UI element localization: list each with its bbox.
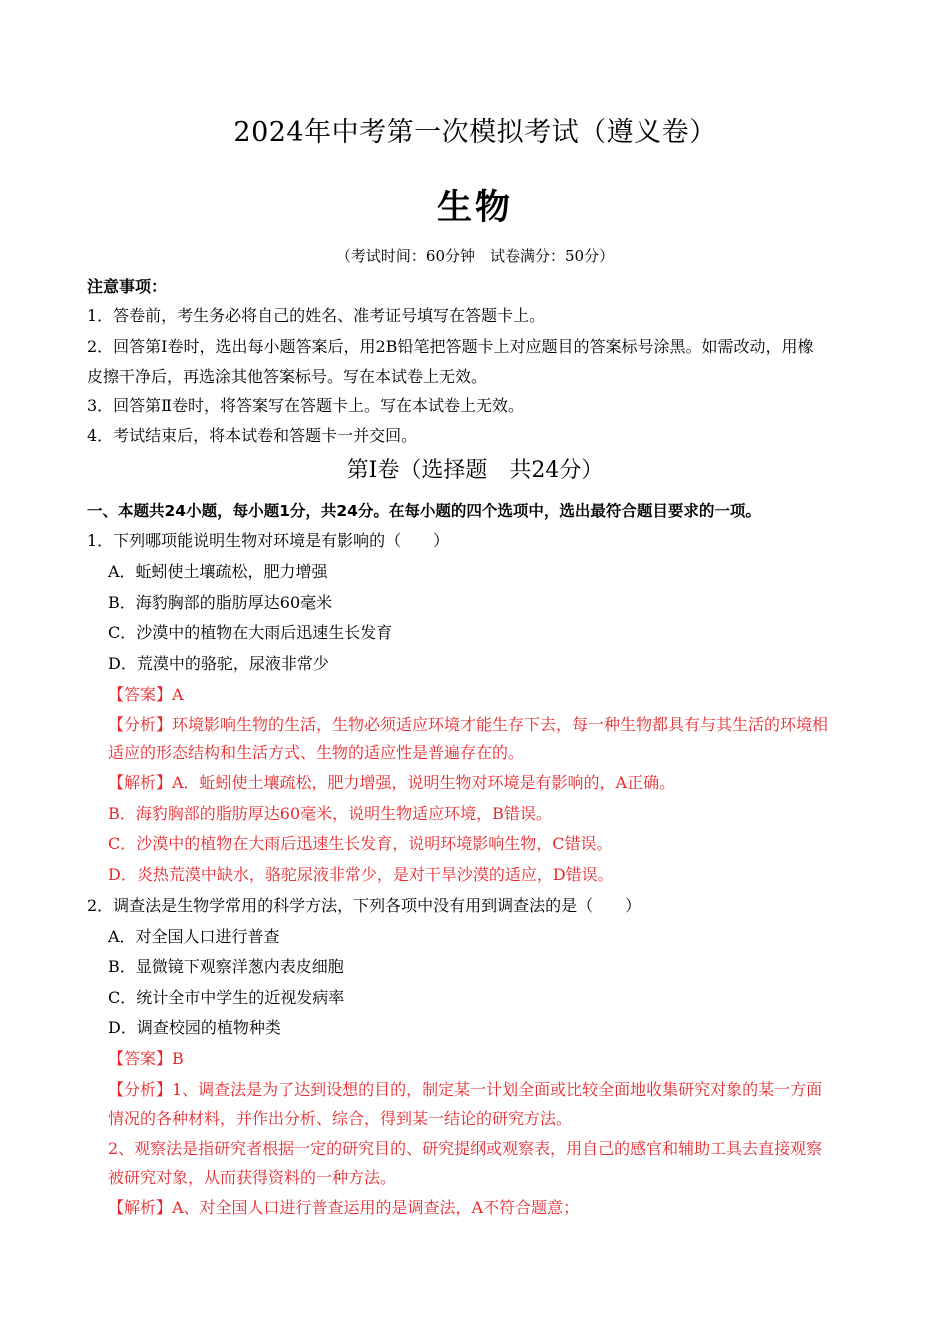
answer-label: 【答案】A [108,685,184,704]
page-title: 2024年中考第一次模拟考试（遵义卷） [233,117,717,148]
explanation-text: 【解析】A、对全国人口进行普查运用的是调查法，A不符合题意； [108,1198,580,1217]
section-title: 第Ⅰ卷（选择题 共24分） [346,458,604,483]
question-option: D．调查校园的植物种类 [108,1018,281,1037]
question-stem: 2．调查法是生物学常用的科学方法，下列各项中没有用到调查法的是（ ） [87,896,642,915]
notice-item: 4．考试结束后，将本试卷和答题卡一并交回。 [87,426,418,445]
analysis-text: 被研究对象，从而获得资料的一种方法。 [108,1168,397,1187]
explanation-text: C．沙漠中的植物在大雨后迅速生长发育，说明环境影响生物，C错误。 [108,834,613,853]
question-option: C．统计全市中学生的近视发病率 [108,988,345,1007]
analysis-text: 【分析】1、调查法是为了达到设想的目的，制定某一计划全面或比较全面地收集研究对象的某一方面 [108,1080,823,1099]
analysis-text: 适应的形态结构和生活方式、生物的适应性是普遍存在的。 [108,743,525,762]
notice-item: 1．答卷前，考生务必将自己的姓名、准考证号填写在答题卡上。 [87,306,546,325]
question-option: A．蚯蚓使土壤疏松，肥力增强 [108,562,328,581]
notice-heading: 注意事项： [87,277,168,296]
question-stem: 1．下列哪项能说明生物对环境是有影响的（ ） [87,531,450,550]
answer-label: 【答案】B [108,1049,184,1068]
question-option: B．显微镜下观察洋葱内表皮细胞 [108,957,344,976]
question-option: A．对全国人口进行普查 [108,927,280,946]
notice-item: 3．回答第Ⅱ卷时，将答案写在答题卡上。写在本试卷上无效。 [87,396,525,415]
explanation-text: 【解析】A．蚯蚓使土壤疏松，肥力增强，说明生物对环境是有影响的，A正确。 [108,773,676,792]
analysis-text: 2、观察法是指研究者根据一定的研究目的、研究提纲或观察表，用自己的感官和辅助工具去直接观察 [108,1139,823,1158]
explanation-text: D．炎热荒漠中缺水，骆驼尿液非常少，是对干旱沙漠的适应，D错误。 [108,865,614,884]
section-instruction: 一、本题共24小题，每小题1分，共24分。在每小题的四个选项中，选出最符合题目要求的一项。 [87,502,761,520]
notice-item: 皮擦干净后，再选涂其他答案标号。写在本试卷上无效。 [87,367,488,386]
explanation-text: B．海豹胸部的脂肪厚达60毫米，说明生物适应环境，B错误。 [108,804,552,823]
analysis-text: 情况的各种材料，并作出分析、综合，得到某一结论的研究方法。 [108,1109,573,1128]
analysis-text: 【分析】环境影响生物的生活，生物必须适应环境才能生存下去，每一种生物都具有与其生活的环境相 [108,715,829,734]
subject-title: 生物 [436,187,513,228]
question-option: C．沙漠中的植物在大雨后迅速生长发育 [108,623,393,642]
exam-info: （考试时间：60分钟 试卷满分：50分） [335,247,615,265]
question-option: B．海豹胸部的脂肪厚达60毫米 [108,593,333,612]
notice-item: 2．回答第Ⅰ卷时，选出每小题答案后，用2B铅笔把答题卡上对应题目的答案标号涂黑。如需改动，用橡 [87,337,814,356]
question-option: D．荒漠中的骆驼，尿液非常少 [108,654,329,673]
